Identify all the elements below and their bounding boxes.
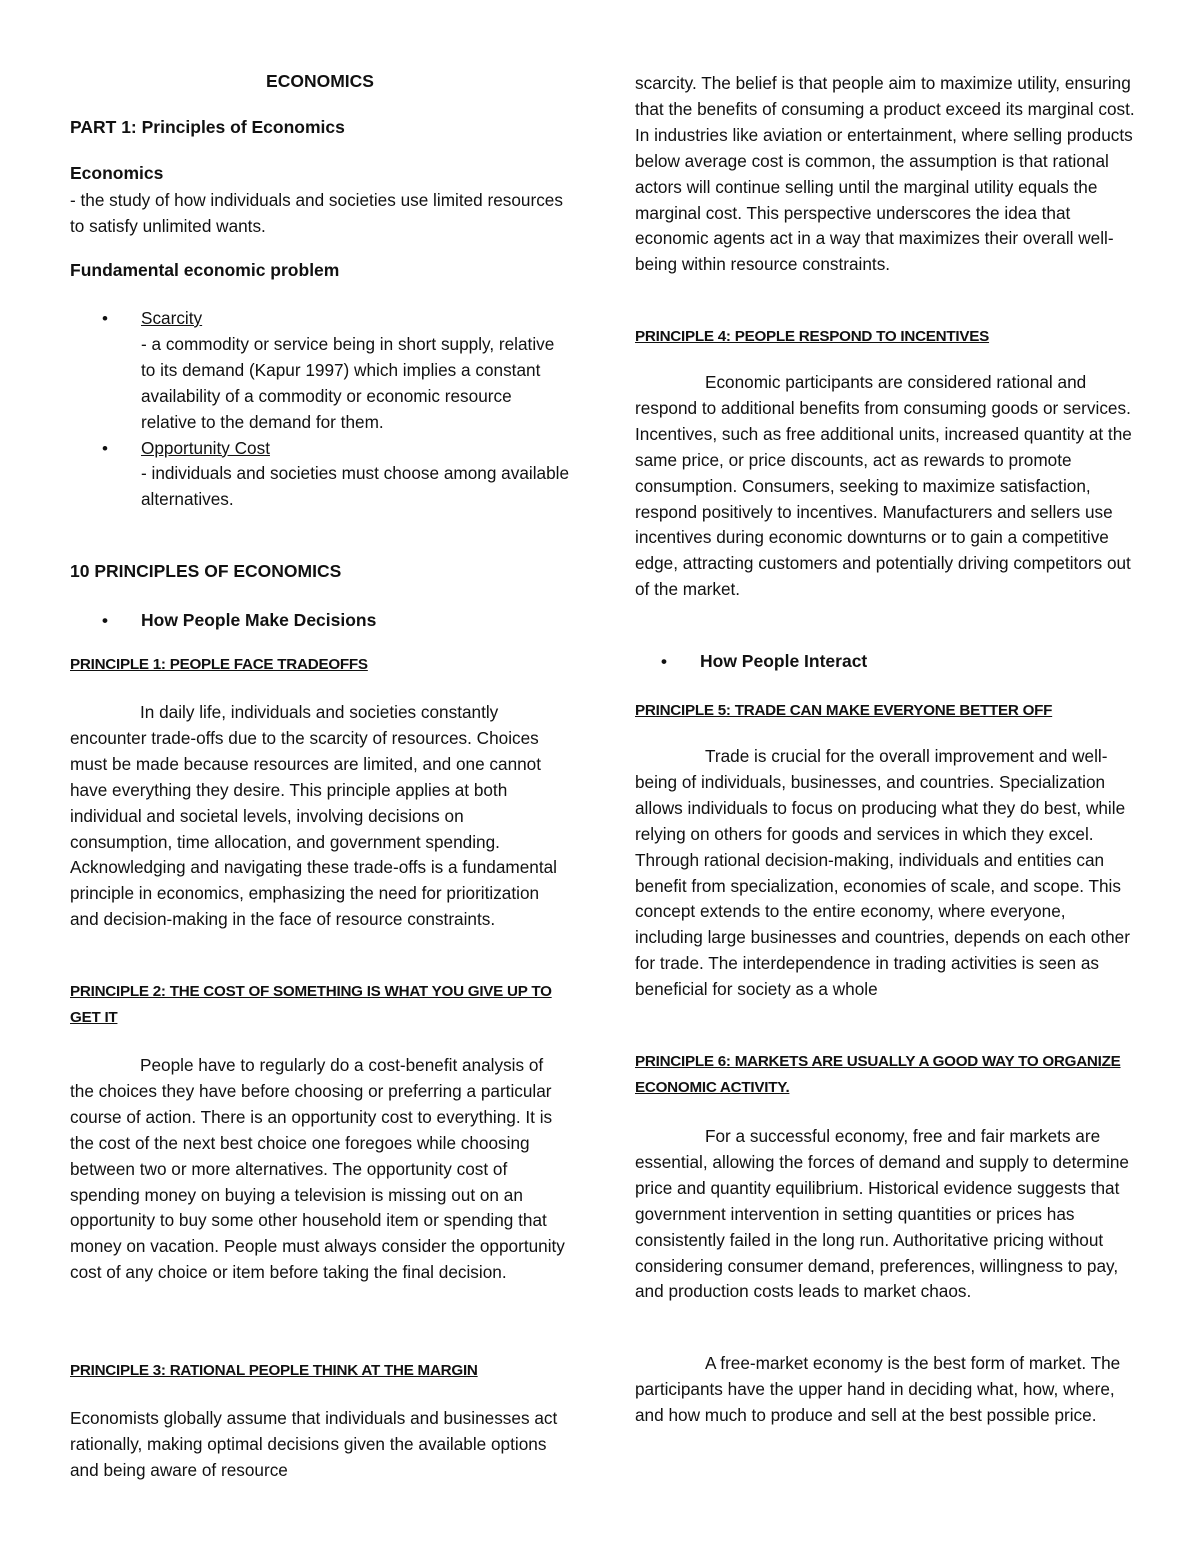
ten-principles-heading: 10 PRINCIPLES OF ECONOMICS — [70, 561, 342, 581]
bullet-glyph: • — [661, 652, 667, 671]
opportunity-cost-term: Opportunity Cost — [141, 437, 270, 458]
principle-6-body-2: A free-market economy is the best form of market. The participants have the upper hand in deciding what, how, where, and how much to produce and sell at the best possible price. — [635, 1353, 1121, 1425]
bullet-glyph: • — [102, 438, 108, 458]
group-interact-label: How People Interact — [700, 651, 868, 671]
list-item-scarcity — [70, 306, 570, 436]
principle-3-body-start: Economists globally assume that individuals and businesses act rationally, making optimal decisions given the available options and being aware of resource — [70, 1408, 558, 1480]
principle-5-heading: PRINCIPLE 5: TRADE CAN MAKE EVERYONE BETTER OFF — [635, 702, 1053, 719]
bullet-glyph: • — [102, 611, 108, 630]
group-decisions-label: How People Make Decisions — [141, 610, 377, 630]
fundamental-problem-list — [70, 306, 570, 513]
group-interact-list — [629, 649, 1129, 675]
list-item-opportunity-cost — [70, 436, 570, 514]
fundamental-problem-heading: Fundamental economic problem — [70, 260, 340, 280]
part-heading: PART 1: Principles of Economics — [70, 117, 345, 137]
principle-1-heading: PRINCIPLE 1: PEOPLE FACE TRADEOFFS — [70, 656, 368, 673]
document-title: ECONOMICS — [266, 71, 374, 91]
principle-2-body: People have to regularly do a cost-benefit analysis of the choices they have before choosing or preferring a particular course of action. There is an opportunity cost to everything. It is the cost of the next best choice one foregoes while choosing between two or more alternatives. The opportunity cost of spending money on buying a television is missing out on an opportunity to buy some other household item or spending that money on vacation. People must always consider the opportunity cost of any choice or item before taking the final decision. — [70, 1055, 565, 1283]
economics-term: Economics — [70, 163, 164, 183]
bullet-glyph: • — [102, 309, 108, 328]
economics-definition: - the study of how individuals and societies use limited resources to satisfy unlimited wants. — [70, 190, 563, 236]
principle-6-heading: PRINCIPLE 6: MARKETS ARE USUALLY A GOOD WAY TO ORGANIZE ECONOMIC ACTIVITY. — [635, 1053, 1121, 1096]
scarcity-description: - a commodity or service being in short supply, relative to its demand (Kapur 1997) which implies a constant availability of a commodity or economic resource relative to the demand for them. — [141, 333, 555, 432]
scarcity-term: Scarcity — [141, 308, 203, 328]
principle-2-heading: PRINCIPLE 2: THE COST OF SOMETHING IS WHAT YOU GIVE UP TO GET IT — [70, 983, 552, 1026]
principle-5-body: Trade is crucial for the overall improvement and well-being of individuals, businesses, and countries. Specialization allows individuals to focus on producing what they do best, while relying on others for goods and services in which they excel. Through rational decision-making, individuals and entities can benefit from specialization, economies of scale, and scope. This concept extends to the entire economy, where everyone, including large businesses and countries, depends on each other for trade. The interdependence in trading activities is seen as beneficial for society as a whole — [635, 746, 1130, 1000]
principle-1-body: In daily life, individuals and societies constantly encounter trade-offs due to the scarcity of resources. Choices must be made because resources are limited, and one cannot have everything they desire. This principle applies at both individual and societal levels, involving decisions on consumption, time allocation, and government spending. Acknowledging and navigating these trade-offs is a fundamental principle in economics, emphasizing the need for prioritization and decision-making in the face of resource constraints. — [70, 702, 557, 930]
group-decisions-list — [70, 608, 570, 634]
principle-6-body-1: For a successful economy, free and fair markets are essential, allowing the forces of demand and supply to determine price and quantity equilibrium. Historical evidence suggests that government intervention in setting quantities or prices has consistently failed in the long run. Authoritative pricing without considering consumer demand, preferences, willingness to pay, and production costs leads to market chaos. — [635, 1126, 1129, 1302]
group-heading-decisions — [70, 608, 570, 634]
principle-4-body: Economic participants are considered rational and respond to additional benefits from consuming goods or services. Incentives, such as free additional units, increased quantity at the same price, or price discounts, act as rewards to promote consumption. Consumers, seeking to maximize satisfaction, respond positively to incentives. Manufacturers and sellers use incentives during economic downturns or to gain a competitive edge, attracting customers and potentially driving competitors out of the market. — [635, 372, 1132, 600]
group-heading-interact — [629, 649, 1129, 675]
opportunity-cost-description: - individuals and societies must choose among available alternatives. — [141, 463, 570, 510]
principle-4-heading: PRINCIPLE 4: PEOPLE RESPOND TO INCENTIVES — [635, 328, 990, 345]
principle-3-body-continued: scarcity. The belief is that people aim to maximize utility, ensuring that the benefits of consuming a product exceed its marginal cost. In industries like aviation or entertainment, where selling products below average cost is common, the assumption is that rational actors will continue selling until the marginal utility equals the marginal cost. This perspective underscores the idea that economic agents act in a way that maximizes their overall well-being within resource constraints. — [635, 73, 1135, 275]
principle-3-heading: PRINCIPLE 3: RATIONAL PEOPLE THINK AT THE MARGIN — [70, 1362, 478, 1379]
